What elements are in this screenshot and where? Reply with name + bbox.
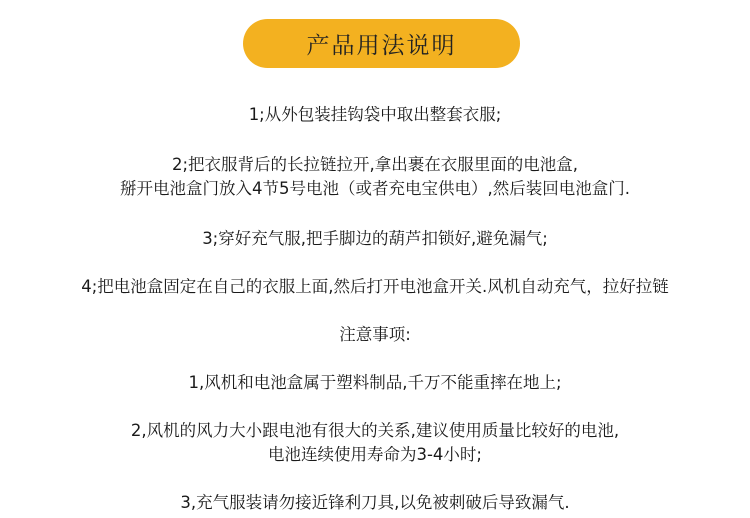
notice-item-2-line-1: 2,风机的风力大小跟电池有很大的关系,建议使用质量比较好的电池, [130, 421, 620, 440]
title-banner [243, 19, 520, 68]
instruction-step-1: 1;从外包装挂钩袋中取出整套衣服; [248, 105, 502, 124]
instruction-step-2-line-1: 2;把衣服背后的长拉链拉开,拿出裹在衣服里面的电池盒, [171, 155, 579, 174]
notice-heading: 注意事项: [339, 325, 411, 344]
instruction-step-4: 4;把电池盒固定在自己的衣服上面,然后打开电池盒开关.风机自动充气，拉好拉链 [81, 277, 669, 296]
instruction-step-2-line-2: 掰开电池盒门放入4节5号电池（或者充电宝供电）,然后装回电池盒门. [120, 179, 630, 198]
notice-item-1: 1,风机和电池盒属于塑料制品,千万不能重摔在地上; [188, 373, 562, 392]
page-title: 产品用法说明 [306, 33, 457, 59]
notice-item-2-line-2: 电池连续使用寿命为3-4小时; [267, 445, 482, 464]
instruction-step-3: 3;穿好充气服,把手脚边的葫芦扣锁好,避免漏气; [202, 229, 548, 248]
notice-item-3: 3,充气服装请勿接近锋利刀具,以免被刺破后导致漏气. [180, 493, 570, 512]
